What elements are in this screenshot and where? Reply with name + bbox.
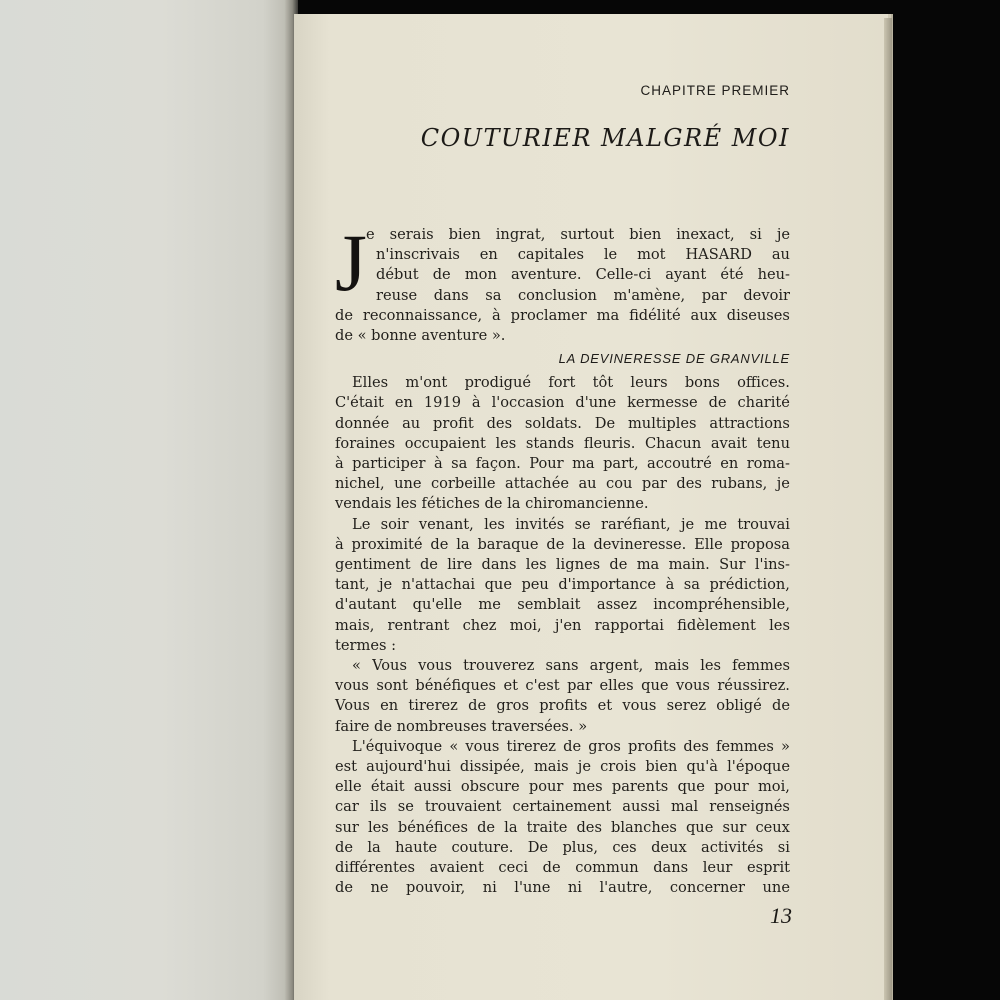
body-line: « Vous vous trouverez sans argent, mais les femmes (352, 657, 790, 674)
intro-line: n'inscrivais en capitales le mot HASARD au (376, 246, 790, 263)
chapter-label: CHAPITRE PREMIER (640, 83, 790, 98)
left-page (0, 0, 292, 1000)
body-line: à proximité de la baraque de la devineresse. Elle proposa (335, 536, 790, 553)
drop-cap: J (335, 217, 367, 308)
body-line: L'équivoque « vous tirerez de gros profits des femmes » (352, 738, 790, 755)
page-edge (884, 18, 892, 1000)
chapter-title: COUTURIER MALGRÉ MOI (420, 124, 790, 152)
body-line: gentiment de lire dans les lignes de ma main. Sur l'ins- (335, 556, 790, 573)
body-line: vendais les fétiches de la chiromancienne. (335, 495, 649, 512)
intro-line: e serais bien ingrat, surtout bien inexact, si je (366, 226, 790, 243)
body-line: Vous en tirerez de gros profits et vous serez obligé de (335, 697, 790, 714)
intro-line: reuse dans sa conclusion m'amène, par devoir (376, 287, 790, 304)
intro-line: début de mon aventure. Celle-ci ayant été heu- (376, 266, 790, 283)
body-line: sur les bénéfices de la traite des blanches que sur ceux (335, 819, 790, 836)
body-line: différentes avaient ceci de commun dans leur esprit (335, 859, 790, 876)
intro-line: de « bonne aventure ». (335, 327, 506, 344)
body-line: foraines occupaient les stands fleuris. Chacun avait tenu (335, 435, 790, 452)
body-line: termes : (335, 637, 396, 654)
body-line: à participer à sa façon. Pour ma part, accoutré en roma- (335, 455, 790, 472)
intro-line: de reconnaissance, à proclamer ma fidélité aux diseuses (335, 307, 790, 324)
body-line: vous sont bénéfiques et c'est par elles que vous réussirez. (335, 677, 790, 694)
body-line: tant, je n'attachai que peu d'importance à sa prédiction, (335, 576, 790, 593)
body-line: est aujourd'hui dissipée, mais je crois bien qu'à l'époque (335, 758, 790, 775)
body-line: d'autant qu'elle me semblait assez incompréhensible, (335, 596, 790, 613)
body-line: car ils se trouvaient certainement aussi mal renseignés (335, 798, 790, 815)
body-line: Le soir venant, les invités se raréfiant, je me trouvai (352, 516, 790, 533)
body-line: Elles m'ont prodigué fort tôt leurs bons offices. (352, 374, 790, 391)
body-line: nichel, une corbeille attachée au cou par des rubans, je (335, 475, 790, 492)
body-line: de la haute couture. De plus, ces deux activités si (335, 839, 790, 856)
body-line: donnée au profit des soldats. De multiples attractions (335, 415, 790, 432)
body-line: de ne pouvoir, ni l'une ni l'autre, concerner une (335, 879, 790, 896)
body-line: mais, rentrant chez moi, j'en rapportai fidèlement les (335, 617, 790, 634)
section-heading: LA DEVINERESSE DE GRANVILLE (558, 351, 790, 367)
body-line: faire de nombreuses traversées. » (335, 718, 588, 735)
body-line: elle était aussi obscure pour mes parents que pour moi, (335, 778, 790, 795)
page-number: 13 (770, 903, 792, 928)
body-line: C'était en 1919 à l'occasion d'une kermesse de charité (335, 394, 790, 411)
